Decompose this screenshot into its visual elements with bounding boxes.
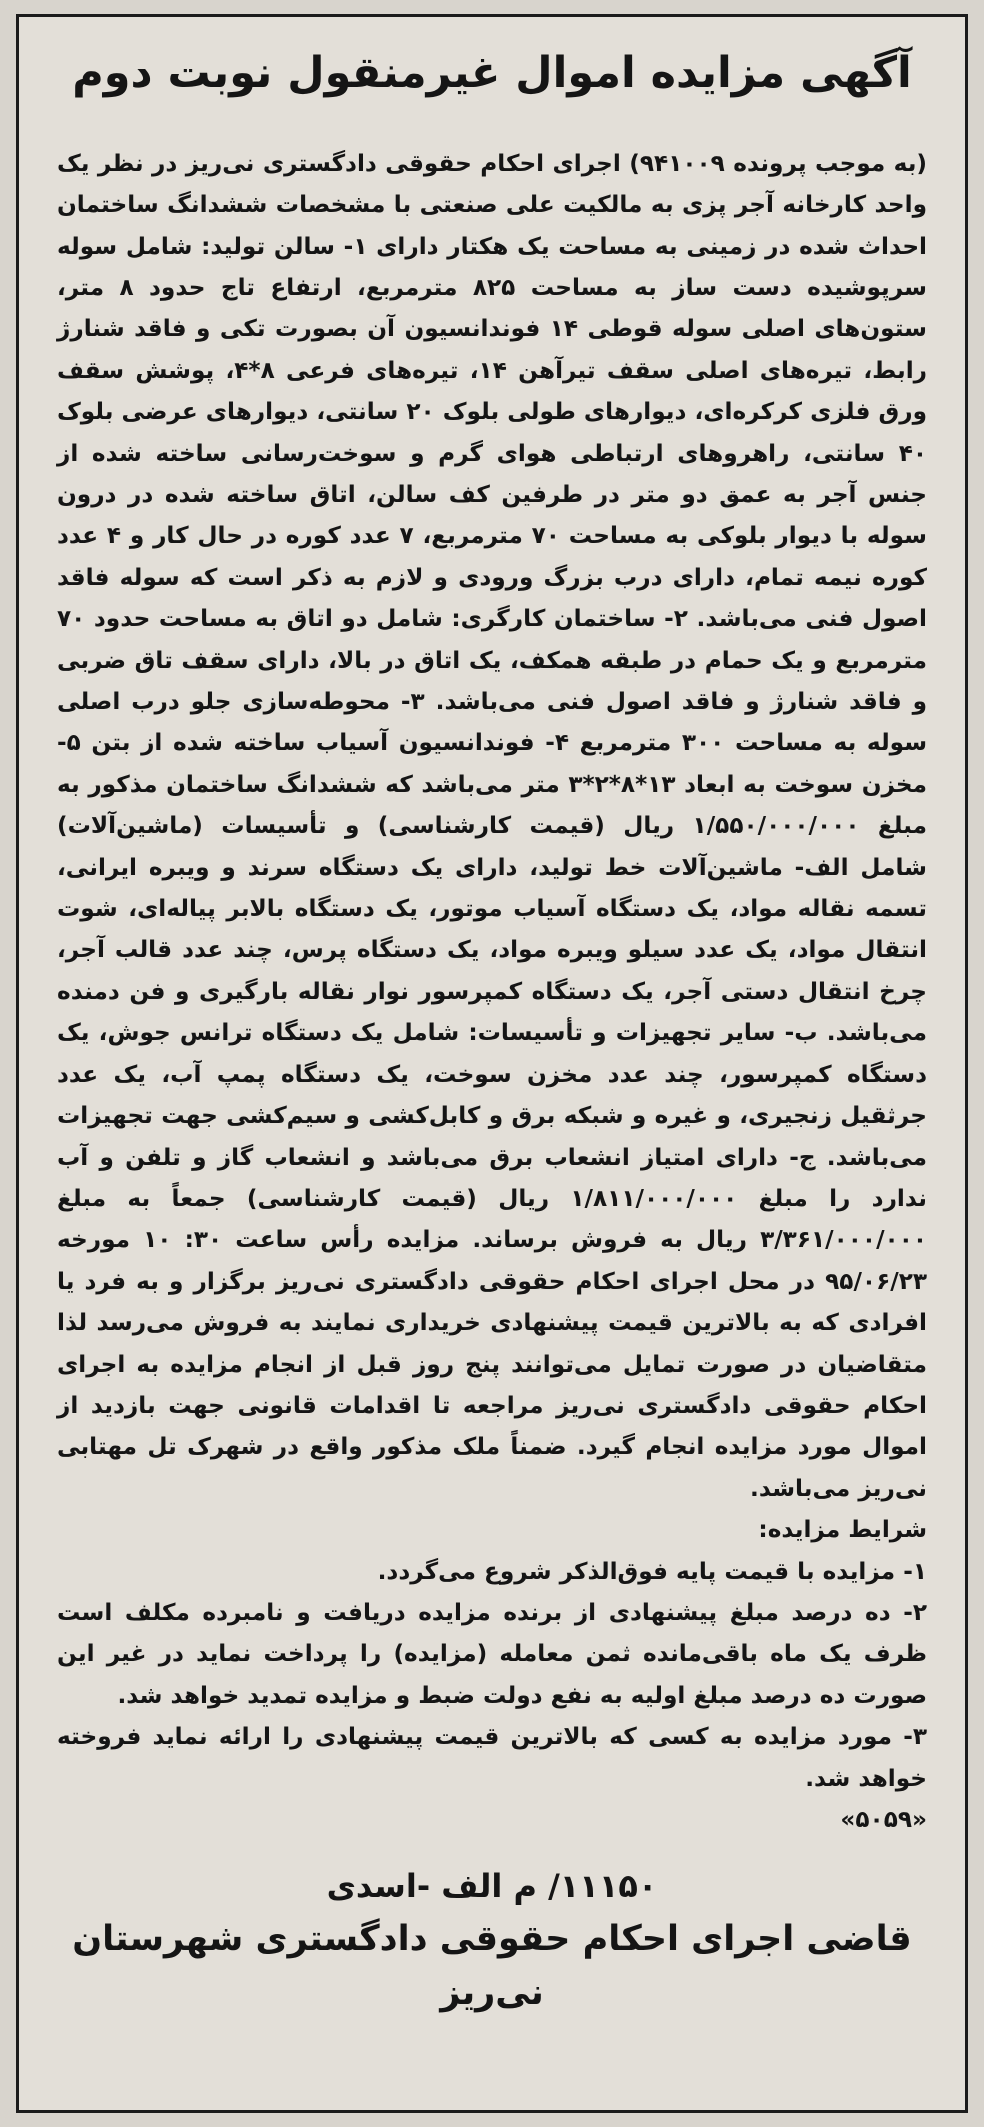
signature-title: قاضی اجرای احکام حقوقی دادگستری شهرستان نی‌ریز bbox=[72, 1919, 912, 2014]
condition-item: ۲- ده درصد مبلغ پیشنهادی از برنده مزایده دریافت و نامبرده مکلف است ظرف یک ماه باقی‌مانده ثمن معامله (مزایده) را پرداخت نماید در غیر این صورت ده درصد مبلغ اولیه به نفع دولت ضبط و مزایده تمدید خواهد شد. bbox=[57, 1598, 927, 1709]
notice-code: «۵۰۵۹» bbox=[840, 1806, 927, 1833]
notice-frame bbox=[16, 14, 968, 2113]
notice-title: آگهی مزایده اموال غیرمنقول نوبت دوم bbox=[72, 48, 912, 98]
condition-item: ۳- مورد مزایده به کسی که بالاترین قیمت پیشنهادی را ارائه نماید فروخته خواهد شد. bbox=[57, 1723, 927, 1792]
signature-line: ۱۱۱۵۰/ م الف -اسدی bbox=[326, 1867, 658, 1906]
condition-item: ۱- مزایده با قیمت پایه فوق‌الذکر شروع می‌گردد. bbox=[377, 1557, 927, 1585]
conditions-heading: شرایط مزایده: bbox=[758, 1516, 927, 1544]
conditions-list bbox=[57, 1551, 927, 1799]
notice-body: (به موجب پرونده ۹۴۱۰۰۹) اجرای احکام حقوقی دادگستری نی‌ریز در نظر یک واحد کارخانه آجر پزی به مالکیت علی صنعتی با مشخصات ششدانگ ساختمان احداث شده در زمینی به مساحت یک هکتار دارای ۱- سالن تولید: شامل سوله سرپوشیده دست ساز به مساحت ۸۲۵ مترمربع، ارتفاع تاج حدود ۸ متر، ستون‌های اصلی سوله قوطی ۱۴ فوندانسیون آن بصورت تکی و فاقد شنارژ رابط، تیره‌های اصلی سقف تیرآهن ۱۴، تیره‌های فرعی ۸*۴، پوشش سقف ورق فلزی کرکره‌ای، دیوارهای طولی بلوک ۲۰ سانتی، دیوارهای عرضی بلوک ۴۰ سانتی، راهروهای ارتباطی هوای گرم و سوخت‌رسانی ساخته شده از جنس آجر به عمق دو متر در طرفین کف سالن، اتاق ساخته شده در درون سوله با دیوار بلوکی به مساحت ۷۰ مترمربع، ۷ عدد کوره در حال کار و ۴ عدد کوره نیمه تمام، دارای درب بزرگ ورودی و لازم به ذکر است که سوله فاقد اصول فنی می‌باشد. ۲- ساختمان کارگری: شامل دو اتاق به مساحت حدود ۷۰ مترمربع و یک حمام در طبقه همکف، یک اتاق در بالا، دارای سقف تاق ضربی و فاقد شنارژ و فاقد اصول فنی می‌باشد. ۳- محوطه‌سازی جلو درب اصلی سوله به مساحت ۳۰۰ مترمربع ۴- فوندانسیون آسیاب ساخته شده از بتن ۵- مخزن سوخت به ابعاد ۱۳*۸*۲*۳ متر می‌باشد که ششدانگ ساختمان مذکور به مبلغ ۱/۵۵۰/۰۰۰/۰۰۰ ریال (قیمت کارشناسی) و تأسیسات (ماشین‌آلات) شامل الف- ماشین‌آلات خط تولید، دارای یک دستگاه سرند و ویبره ایرانی، تسمه نقاله مواد، یک دستگاه آسیاب موتور، یک دستگاه بالابر پیاله‌ای، شوت انتقال مواد، یک عدد سیلو ویبره مواد، یک دستگاه پرس، چند عدد قالب آجر، چرخ انتقال دستی آجر، یک دستگاه کمپرسور نوار نقاله بارگیری و فن دمنده می‌باشد. ب- سایر تجهیزات و تأسیسات: شامل یک دستگاه ترانس جوش، یک دستگاه کمپرسور، چند عدد مخزن سوخت، یک دستگاه پمپ آب، یک عدد جرثقیل زنجیری، و غیره و شبکه برق و کابل‌کشی و سیم‌کشی جهت تجهیزات می‌باشد. ج- دارای امتیاز انشعاب برق می‌باشد و انشعاب گاز و تلفن و آب ندارد را مبلغ ۱/۸۱۱/۰۰۰/۰۰۰ ریال (قیمت کارشناسی) جمعاً به مبلغ ۳/۳۶۱/۰۰۰/۰۰۰ ریال به فروش برساند. مزایده رأس ساعت ۳۰: ۱۰ مورخه ۹۵/۰۶/۲۳ در محل اجرای احکام حقوقی دادگستری نی‌ریز برگزار و به فرد یا افرادی که به بالاترین قیمت پیشنهادی خریداری نمایند به فروش می‌رسد لذا متقاضیان در صورت تمایل می‌توانند پنج روز قبل از انجام مزایده به اجرای احکام حقوقی دادگستری نی‌ریز مراجعه تا اقدامات قانونی جهت بازدید از اموال مورد مزایده انجام گیرد. ضمناً ملک مذکور واقع در شهرک تل مهتابی نی‌ریز می‌باشد. bbox=[57, 149, 928, 1502]
signature-block bbox=[57, 1862, 927, 2020]
